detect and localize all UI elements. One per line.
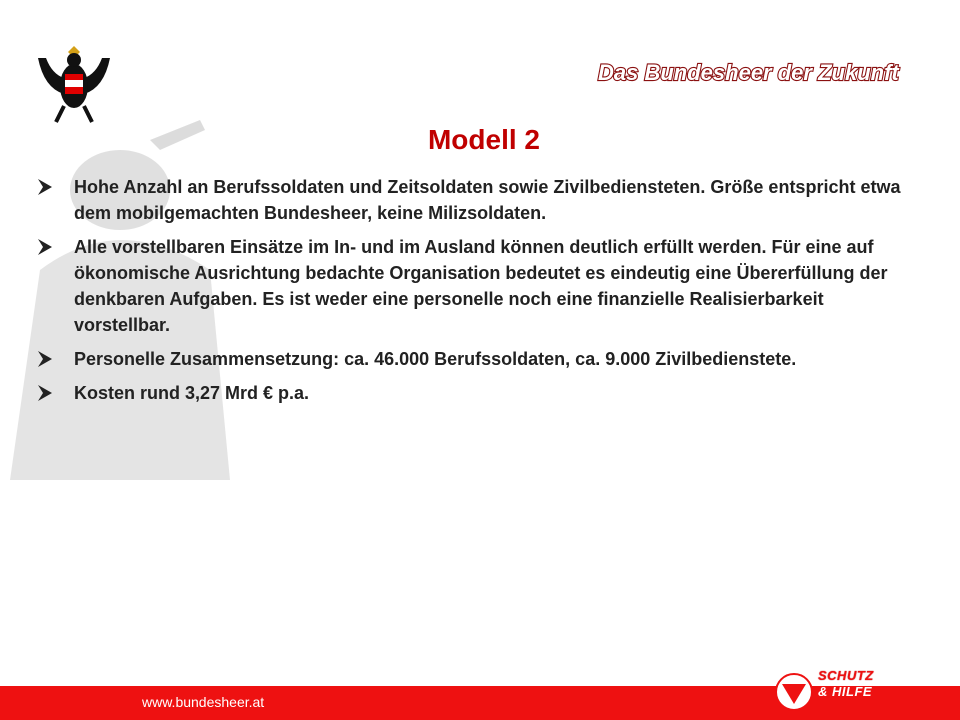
bullet-text: Kosten rund 3,27 Mrd € p.a. [74,383,310,403]
bullet-item [36,174,916,226]
bullet-text: Alle vorstellbaren Einsätze im In- und im Ausland können deutlich erfüllt werden. Für eine auf ökonomische Ausrichtung bedachte Organisation bedeutet es eindeutig eine Übererfüllung der denkbaren Aufgaben. Es ist weder eine personelle noch eine finanzielle Realisierbarkeit vorstellbar. [74,237,888,335]
arrow-bullet-icon [36,350,54,368]
austrian-eagle-icon [34,38,114,126]
logo-text [818,668,874,700]
slide-title: Modell 2 [427,124,540,155]
bullet-list [36,174,916,414]
bullet-item [36,346,916,372]
bullet-text: Personelle Zusammensetzung: ca. 46.000 Berufssoldaten, ca. 9.000 Zivilbedienstete. [74,349,797,369]
bullet-item [36,380,916,406]
arrow-bullet-icon [36,384,54,402]
brand-title-text: Das Bundesheer der Zukunft [598,60,899,85]
arrow-bullet-icon [36,178,54,196]
logo-line-1: SCHUTZ [818,668,874,683]
schutz-hilfe-logo-icon [774,672,814,712]
bullet-text: Hohe Anzahl an Berufssoldaten und Zeitsoldaten sowie Zivilbediensteten. Größe entspricht etwa dem mobilgemachten Bundesheer, keine Milizsoldaten. [74,177,901,223]
logo-line-2: & HILFE [818,684,873,699]
footer-url-link[interactable]: www.bundesheer.at [142,694,265,710]
bullet-item [36,234,916,338]
arrow-bullet-icon [36,238,54,256]
brand-title-banner [594,54,904,90]
